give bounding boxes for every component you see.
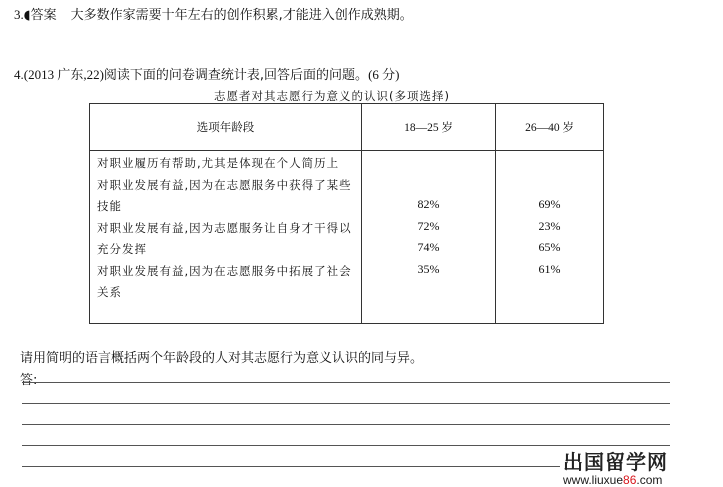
value-26-40-4: 61% — [538, 261, 561, 276]
option-3: 对职业发展有益,因为志愿服务让自身才干得以充分发挥 — [97, 220, 352, 256]
item-4-instruction: 阅读下面的问卷调查统计表,回答后面的问题。 — [103, 68, 369, 83]
value-26-40-1: 69% — [538, 197, 561, 211]
survey-table — [89, 103, 604, 324]
value-18-25-2: 72% — [417, 218, 440, 233]
table-header-row — [90, 104, 604, 151]
table-caption: 志愿者对其志愿行为意义的认识(多项选择) — [214, 89, 450, 103]
site-watermark — [563, 446, 668, 487]
header-options: 选项年龄段 — [90, 104, 362, 151]
question-prompt: 请用简明的语言概括两个年龄段的人对其志愿行为意义认识的同与异。 — [20, 351, 424, 366]
answer-line — [22, 424, 670, 425]
option-2: 对职业发展有益,因为在志愿服务中获得了某些技能 — [97, 177, 352, 213]
options-cell — [90, 151, 362, 324]
value-26-40-2: 23% — [538, 218, 561, 233]
answer-line — [22, 466, 560, 467]
watermark-url-suffix: .com — [636, 473, 663, 487]
table-row — [90, 151, 604, 324]
item-4-source: (2013 广东,22) — [23, 67, 104, 82]
item-3-answer-label: 答案 — [30, 8, 57, 23]
header-age-18-25: 18—25 岁 — [362, 104, 496, 151]
watermark-url-red: 86 — [623, 473, 637, 487]
item-4-points: (6 分) — [368, 67, 400, 82]
value-18-25-4: 35% — [417, 261, 440, 276]
watermark-title: 出国留学网 — [563, 450, 668, 474]
item-4-question — [14, 64, 399, 83]
item-3-answer-text: 大多数作家需要十年左右的创作积累,才能进入创作成熟期。 — [70, 8, 413, 23]
answer-label: 答: — [20, 373, 38, 388]
values-26-40-cell — [496, 151, 604, 324]
option-1: 对职业履历有帮助,尤其是体现在个人简历上 — [97, 156, 340, 170]
value-18-25-3: 74% — [417, 240, 440, 254]
answer-line — [22, 382, 670, 383]
item-3-number: 3. — [14, 7, 24, 22]
watermark-url — [563, 473, 668, 487]
answer-line — [22, 403, 670, 404]
option-4: 对职业发展有益,因为在志愿服务中拓展了社会关系 — [97, 263, 352, 299]
watermark-url-prefix: www.liuxue — [563, 473, 624, 487]
header-age-26-40: 26—40 岁 — [496, 104, 604, 151]
item-4-number: 4. — [14, 67, 24, 82]
item-3-answer — [14, 4, 413, 23]
value-26-40-3: 65% — [538, 240, 561, 254]
answer-icon: ◖ — [23, 8, 31, 23]
value-18-25-1: 82% — [417, 197, 440, 211]
values-18-25-cell — [362, 151, 496, 324]
